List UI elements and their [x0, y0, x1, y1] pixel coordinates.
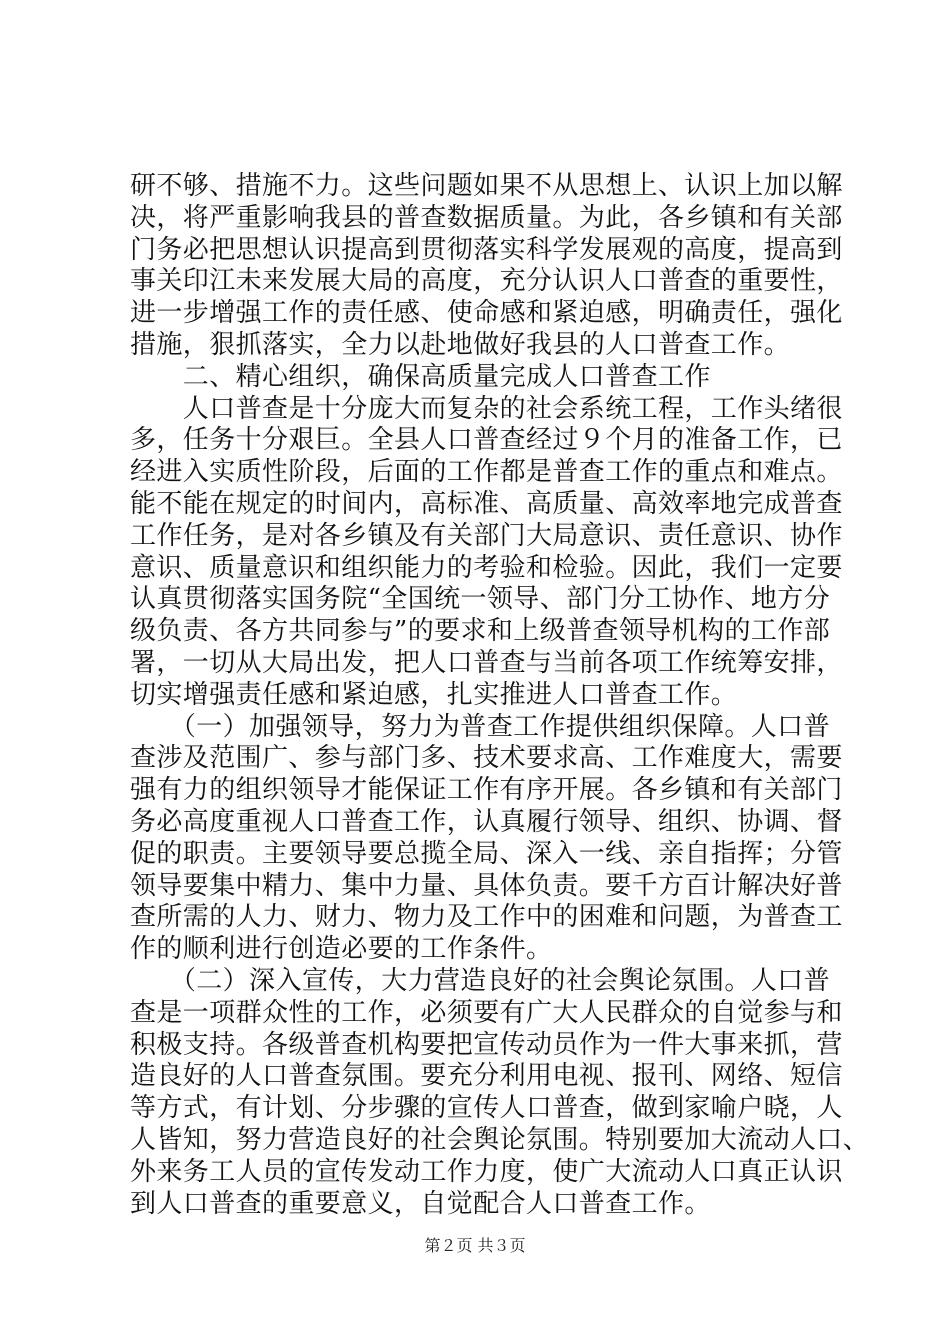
- text-line: 外来务工人员的宣传发动工作力度，使广大流动人口真正认识: [130, 1156, 843, 1187]
- text-line: 门务必把思想认识提高到贯彻落实科学发展观的高度，提高到: [130, 234, 843, 265]
- text-line: 级负责、各方共同参与”的要求和上级普查领导机构的工作部: [130, 616, 831, 647]
- text-line: 措施，狠抓落实，全力以赴地做好我县的人口普查工作。: [130, 329, 791, 360]
- text-line: 领导要集中精力、集中力量、具体负责。要千方百计解决好普: [130, 870, 843, 901]
- text-line: 查涉及范围广、参与部门多、技术要求高、工作难度大，需要: [130, 743, 843, 774]
- text-line: 人皆知，努力营造良好的社会舆论氛围。特别要加大流动人口、: [130, 1124, 870, 1155]
- text-line: 人口普查是十分庞大而复杂的社会系统工程，工作头绪很: [130, 393, 843, 424]
- text-line: 作的顺利进行创造必要的工作条件。: [130, 934, 553, 965]
- text-line: （一）加强领导，努力为普查工作提供组织保障。人口普: [130, 711, 830, 742]
- text-line: 务必高度重视人口普查工作，认真履行领导、组织、协调、督: [130, 806, 843, 837]
- text-line: （二）深入宣传，大力营造良好的社会舆论氛围。人口普: [130, 965, 830, 996]
- text-line: 认真贯彻落实国务院“全国统一领导、部门分工协作、地方分: [130, 584, 831, 615]
- document-body: [130, 171, 870, 1220]
- text-line: 积极支持。各级普查机构要把宣传动员作为一件大事来抓，营: [130, 1029, 843, 1060]
- text-line: 切实增强责任感和紧迫感，扎实推进人口普查工作。: [130, 679, 738, 710]
- text-line: 署，一切从大局出发，把人口普查与当前各项工作统筹安排，: [130, 647, 843, 678]
- page-footer: 第２页 共３页: [424, 1236, 526, 1255]
- text-line: 工作任务，是对各乡镇及有关部门大局意识、责任意识、协作: [130, 520, 843, 551]
- text-line: 能不能在规定的时间内，高标准、高质量、高效率地完成普查: [130, 488, 843, 519]
- text-line: 事关印江未来发展大局的高度，充分认识人口普查的重要性，: [130, 266, 843, 297]
- text-line: 强有力的组织领导才能保证工作有序开展。各乡镇和有关部门: [130, 775, 843, 806]
- text-line: 研不够、措施不力。这些问题如果不从思想上、认识上加以解: [130, 171, 843, 201]
- text-line: 多，任务十分艰巨。全县人口普查经过９个月的准备工作，已: [130, 425, 843, 456]
- text-line: 到人口普查的重要意义，自觉配合人口普查工作。: [130, 1188, 711, 1219]
- text-line: 意识、质量意识和组织能力的考验和检验。因此，我们一定要: [130, 552, 843, 583]
- text-line: 促的职责。主要领导要总揽全局、深入一线、亲自指挥；分管: [130, 838, 843, 869]
- text-line: 查所需的人力、财力、物力及工作中的困难和问题，为普查工: [130, 902, 843, 933]
- text-line: 造良好的人口普查氛围。要充分利用电视、报刊、网络、短信: [130, 1061, 843, 1092]
- text-line: 等方式，有计划、分步骤的宣传人口普查，做到家喻户晓，人: [130, 1093, 843, 1124]
- text-line: 决，将严重影响我县的普查数据质量。为此，各乡镇和有关部: [130, 202, 843, 233]
- text-line: 经进入实质性阶段，后面的工作都是普查工作的重点和难点。: [130, 457, 843, 488]
- text-line: 二、精心组织，确保高质量完成人口普查工作: [130, 361, 711, 392]
- text-line: 查是一项群众性的工作，必须要有广大人民群众的自觉参与和: [130, 997, 843, 1028]
- text-line: 进一步增强工作的责任感、使命感和紧迫感，明确责任，强化: [130, 298, 843, 329]
